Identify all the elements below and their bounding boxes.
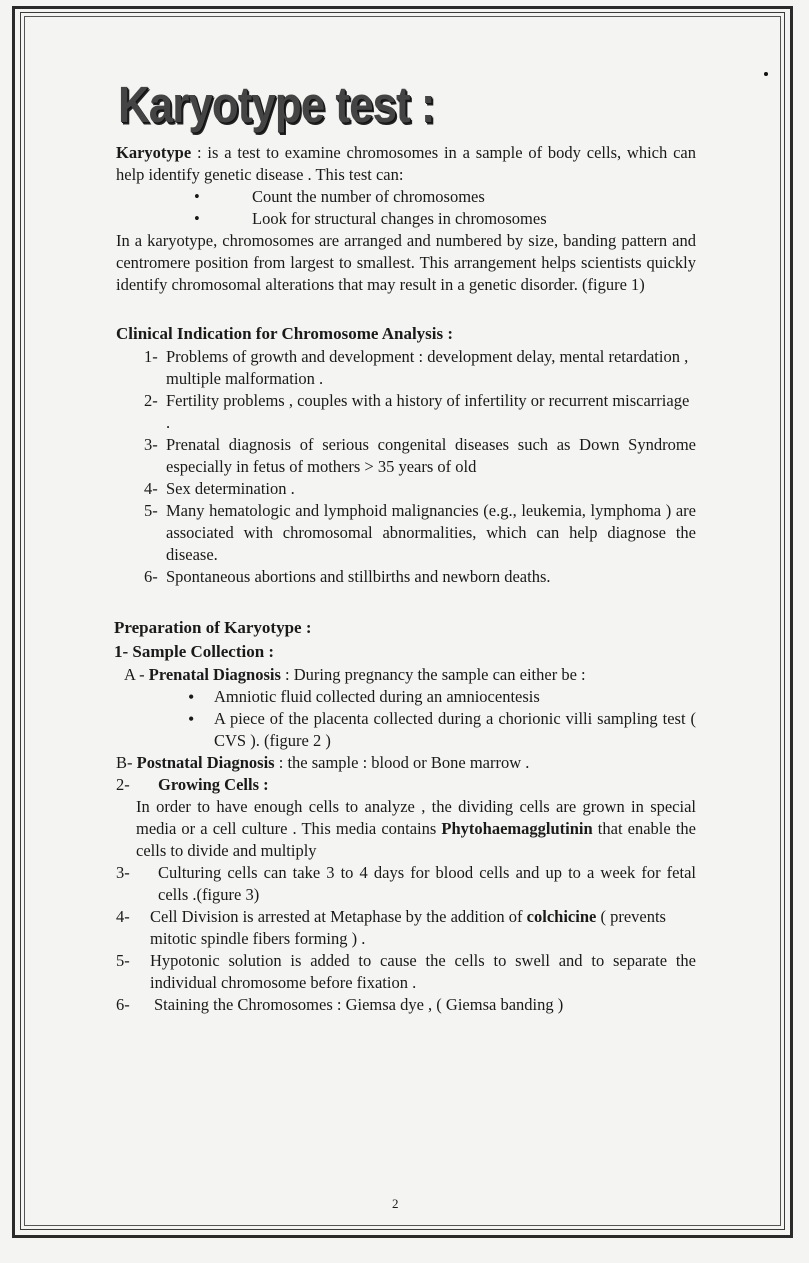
list-item: 3- Prenatal diagnosis of serious congenital diseases such as Down Syndrome especially in fetus of mothers > 35 years of old (144, 435, 696, 476)
sample-collection-heading: 1- Sample Collection : (114, 642, 275, 661)
postnatal-line: B- Postnatal Diagnosis : the sample : blood or Bone marrow . (116, 753, 530, 772)
karyotype-term: Karyotype (116, 143, 192, 162)
list-item: 4- Sex determination . (144, 479, 295, 498)
list-item: 2- Fertility problems , couples with a history of infertility or recurrent miscarriage . (144, 391, 690, 432)
step-5: 5- Hypotonic solution is added to cause the cells to swell and to separate the individual chromosome before fixation . (116, 951, 696, 992)
list-item: • Amniotic fluid collected during an amniocentesis (188, 687, 540, 707)
step-2-text: In order to have enough cells to analyze , the dividing cells are grown in special media or a cell culture . This media contains Phytohaemagglutinin that enable the cells to divide and multiply (136, 797, 696, 860)
page-title: Karyotype test : (118, 77, 435, 134)
intro-definition: Karyotype : is a test to examine chromosomes in a sample of body cells, which can help identify genetic disease . This test can: (116, 143, 696, 184)
preparation-heading: Preparation of Karyotype : (114, 618, 312, 637)
page-number: 2 (392, 1196, 399, 1211)
list-item: • Look for structural changes in chromosomes (194, 209, 547, 228)
clinical-list (116, 346, 696, 588)
step-4: 4- Cell Division is arrested at Metaphase by the addition of colchicine ( prevents mitotic spindle fibers forming ) . (116, 907, 666, 948)
list-item: • Count the number of chromosomes (194, 187, 485, 206)
clinical-heading: Clinical Indication for Chromosome Analysis : (116, 324, 454, 343)
intro-paragraph: In a karyotype, chromosomes are arranged and numbered by size, banding pattern and centromere position from largest to smallest. This arrangement helps scientists quickly identify chromosomal alterations that may result in a genetic disorder. (figure 1) (116, 231, 696, 294)
list-item: 1- Problems of growth and development : development delay, mental retardation , multiple malformation . (144, 347, 689, 388)
intro-bullets (116, 186, 696, 230)
step-2: 2- Growing Cells : (116, 775, 269, 794)
prenatal-line: A - Prenatal Diagnosis : During pregnancy the sample can either be : (124, 665, 586, 684)
document-body (116, 76, 696, 1016)
step-6: 6- Staining the Chromosomes : Giemsa dye , ( Giemsa banding ) (116, 995, 564, 1014)
list-item: 6- Spontaneous abortions and stillbirths and newborn deaths. (144, 567, 551, 586)
list-item: • A piece of the placenta collected during a chorionic villi sampling test ( CVS ). (figure 2 ) (188, 709, 696, 750)
step-3: 3- Culturing cells can take 3 to 4 days for blood cells and up to a week for fetal cells .(figure 3) (116, 863, 696, 904)
list-item: 5- Many hematologic and lymphoid malignancies (e.g., leukemia, lymphoma ) are associated with chromosomal abnormalities, which can help diagnose the disease. (144, 501, 696, 564)
stray-dot (764, 72, 768, 76)
prenatal-bullets (116, 686, 696, 752)
